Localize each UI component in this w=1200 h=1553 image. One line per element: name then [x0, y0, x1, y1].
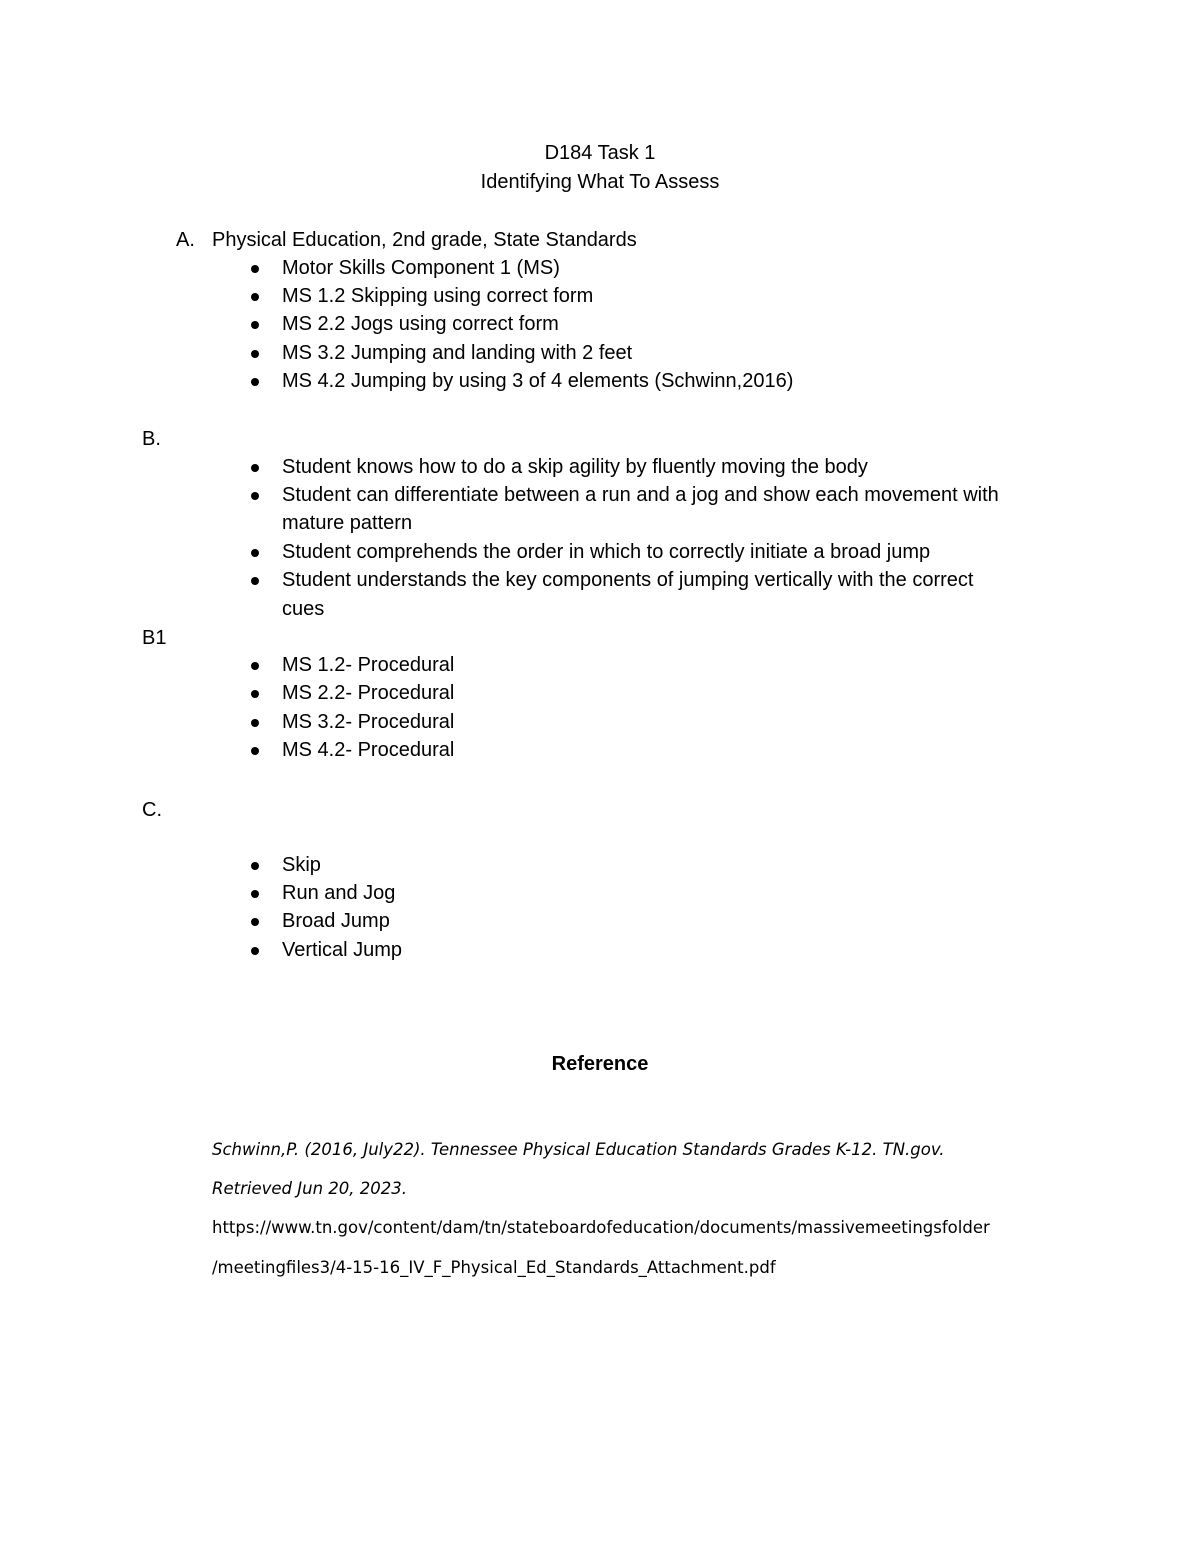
bullet-icon — [251, 947, 259, 955]
list-item: MS 4.2 Jumping by using 3 of 4 elements (Schwinn,2016) — [282, 370, 794, 392]
document-title: D184 Task 1 — [544, 142, 656, 164]
section-b-marker: B. — [142, 428, 161, 450]
reference-retrieved: Retrieved Jun 20, 2023. — [212, 1179, 407, 1198]
bullet-icon — [251, 265, 259, 273]
document-subtitle: Identifying What To Assess — [480, 171, 720, 193]
list-item: Motor Skills Component 1 (MS) — [282, 257, 560, 279]
list-item-continuation: cues — [282, 598, 325, 620]
section-a-heading: Physical Education, 2nd grade, State Standards — [212, 229, 637, 251]
bullet-icon — [251, 293, 259, 301]
list-item: Run and Jog — [282, 882, 396, 904]
list-item: MS 4.2- Procedural — [282, 739, 455, 761]
reference-url[interactable]: https://www.tn.gov/content/dam/tn/stateboardofeducation/documents/massivemeetingsfolder — [212, 1218, 990, 1237]
list-item: MS 3.2 Jumping and landing with 2 feet — [282, 342, 633, 364]
list-item: Skip — [282, 854, 321, 876]
list-item-continuation: mature pattern — [282, 512, 413, 534]
section-c-marker: C. — [142, 799, 162, 821]
section-b1-marker: B1 — [142, 627, 167, 649]
reference-url-continuation[interactable]: /meetingfiles3/4-15-16_IV_F_Physical_Ed_Standards_Attachment.pdf — [212, 1258, 776, 1277]
list-item: MS 2.2- Procedural — [282, 682, 455, 704]
bullet-icon — [251, 918, 259, 926]
bullet-icon — [251, 577, 259, 585]
bullet-icon — [251, 690, 259, 698]
reference-citation: Schwinn,P. (2016, July22). Tennessee Physical Education Standards Grades K-12. TN.gov. — [212, 1140, 945, 1159]
list-item: MS 2.2 Jogs using correct form — [282, 313, 559, 335]
bullet-icon — [251, 492, 259, 500]
list-item: MS 1.2 Skipping using correct form — [282, 285, 594, 307]
bullet-icon — [251, 890, 259, 898]
bullet-icon — [251, 747, 259, 755]
list-item: Broad Jump — [282, 910, 390, 932]
list-item: Student knows how to do a skip agility by fluently moving the body — [282, 456, 868, 478]
bullet-icon — [251, 350, 259, 358]
list-item: MS 1.2- Procedural — [282, 654, 455, 676]
bullet-icon — [251, 464, 259, 472]
bullet-icon — [251, 378, 259, 386]
bullet-icon — [251, 662, 259, 670]
list-item: Student understands the key components of jumping vertically with the correct — [282, 569, 974, 591]
bullet-icon — [251, 549, 259, 557]
list-item: MS 3.2- Procedural — [282, 711, 455, 733]
bullet-icon — [251, 862, 259, 870]
list-item: Vertical Jump — [282, 939, 403, 961]
section-a-marker: A. — [176, 229, 195, 251]
bullet-icon — [251, 719, 259, 727]
bullet-icon — [251, 321, 259, 329]
reference-heading: Reference — [551, 1053, 649, 1075]
list-item: Student can differentiate between a run and a jog and show each movement with — [282, 484, 999, 506]
list-item: Student comprehends the order in which to correctly initiate a broad jump — [282, 541, 931, 563]
